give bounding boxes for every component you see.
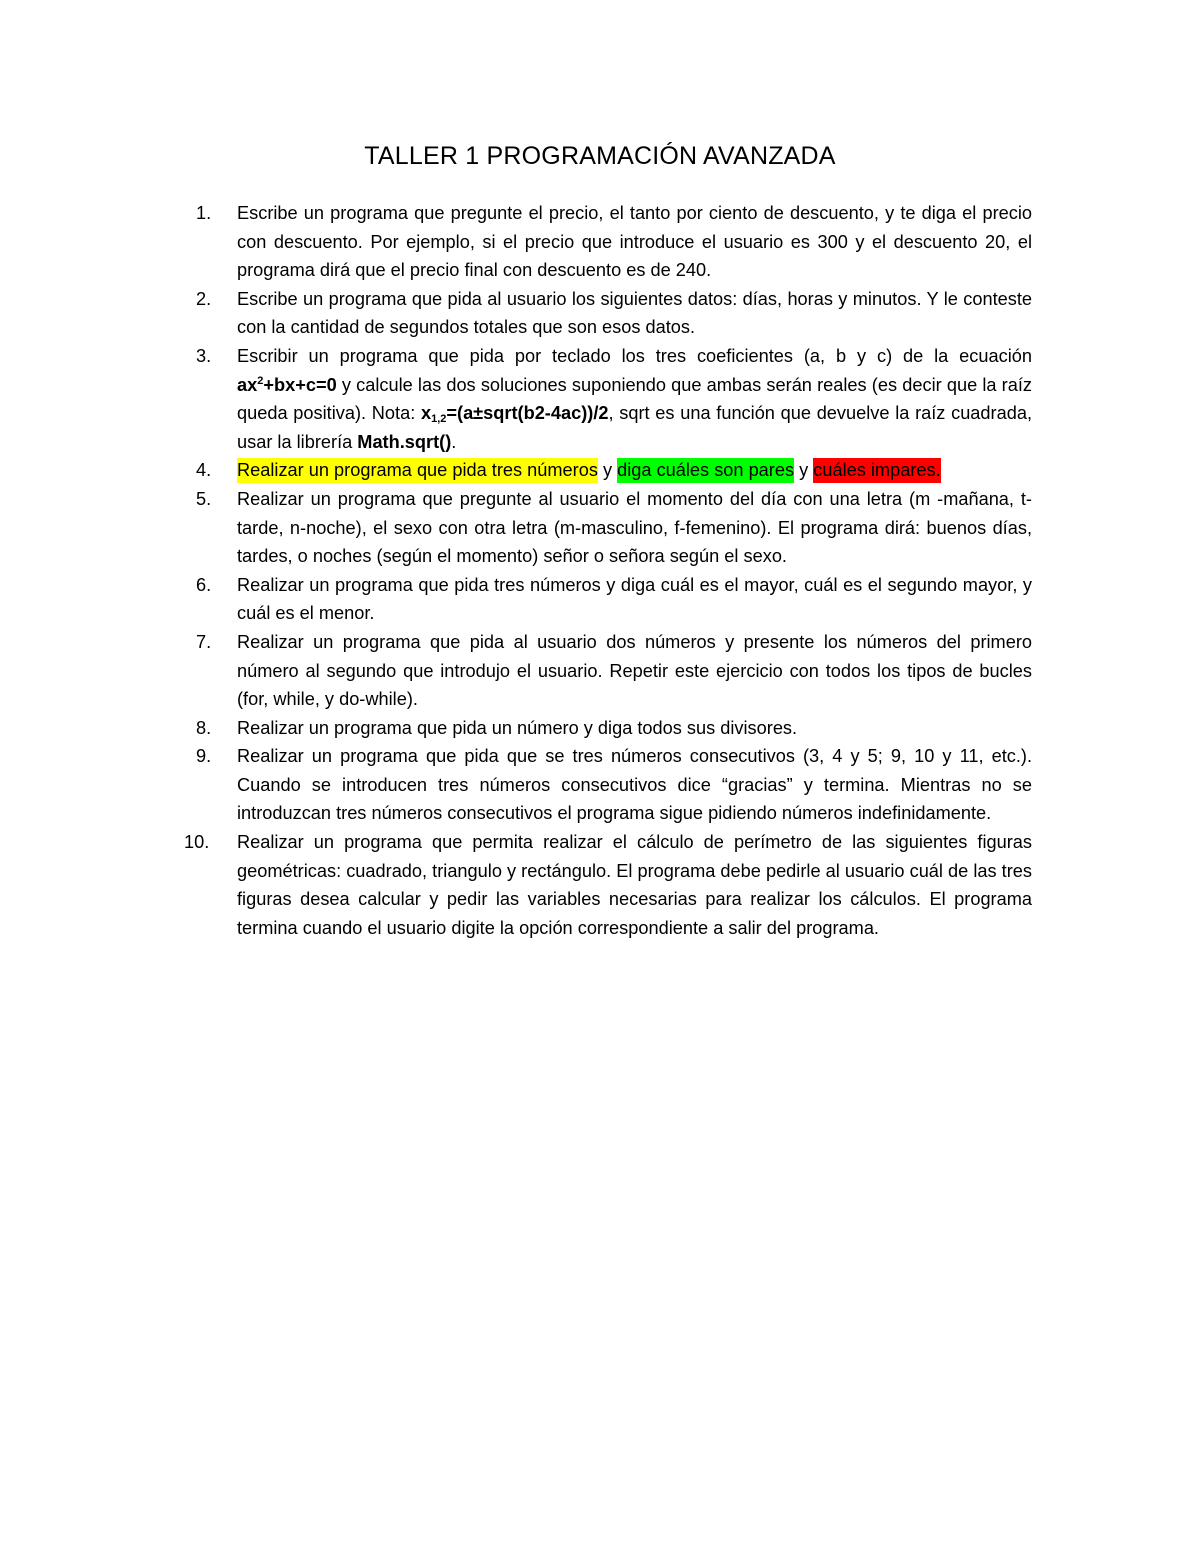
list-item-10 xyxy=(180,828,1032,942)
item-text: Realizar un programa que pida que se tres números consecutivos (3, 4 y 5; 9, 10 y 11, etc.). Cuando se introducen tres números consecutivos dice “gracias” y termina. Mientras no se introduzcan tres números consecutivos el programa sigue pidiendo números indefinidamente. xyxy=(237,746,1032,824)
item-number: 4. xyxy=(196,460,212,481)
list-item-5 xyxy=(180,485,1032,571)
item-number: 3. xyxy=(196,345,212,366)
formula xyxy=(420,403,609,426)
list-item-3 xyxy=(180,342,1032,456)
item-text: Realizar un programa que pida al usuario dos números y presente los números del primero número al segundo que introdujo el usuario. Repetir este ejercicio con todos los tipos de bucles (for, while, y do-while). xyxy=(237,631,1032,710)
list-item-6 xyxy=(180,571,1032,628)
list-item-7 xyxy=(180,628,1032,714)
item-text-part: , sqrt es una función que devuelve la raíz cuadrada, usar la librería xyxy=(237,403,1032,452)
item-number: 8. xyxy=(196,717,212,738)
item-text: Escribe un programa que pida al usuario los siguientes datos: días, horas y minutos. Y le conteste con la cantidad de segundos totales que son esos datos. xyxy=(237,288,1032,338)
formula-subscript: 1,2 xyxy=(431,413,447,426)
item-text-part: . xyxy=(451,431,457,452)
item-text: Escribe un programa que pregunte el precio, el tanto por ciento de descuento, y te diga el precio con descuento. Por ejemplo, si el precio que introduce el usuario es 300 y el descuento 20, el programa dirá que el precio final con descuento es de 240. xyxy=(237,203,1032,281)
equation-term: ax xyxy=(237,374,258,395)
formula-variable: x xyxy=(420,403,432,424)
item-number: 5. xyxy=(196,488,212,509)
item-number: 9. xyxy=(196,746,212,767)
document-title: TALLER 1 PROGRAMACIÓN AVANZADA xyxy=(364,142,836,170)
item-text xyxy=(237,342,1032,456)
item-text-part: y xyxy=(794,460,814,481)
library-name: Math.sqrt() xyxy=(357,431,452,452)
item-text: Realizar un programa que pida tres números y diga cuál es el mayor, cuál es el segundo mayor, y cuál es el menor. xyxy=(237,574,1032,624)
item-number: 6. xyxy=(196,574,212,595)
list-item-9 xyxy=(180,742,1032,828)
formula-expression: =(a±sqrt(b2-4ac))/2 xyxy=(446,403,609,424)
item-number: 10. xyxy=(184,832,210,853)
equation xyxy=(237,375,337,395)
item-text-part: y calcule las dos soluciones suponiendo que ambas serán reales (es decir que la raíz queda positiva). Nota: xyxy=(237,374,1032,424)
highlight-yellow: Realizar un programa que pida tres números xyxy=(237,458,598,483)
list-item-8 xyxy=(180,714,1032,743)
item-text xyxy=(237,456,1032,485)
item-text: Realizar un programa que pregunte al usuario el momento del día con una letra (m -mañana, t-tarde, n-noche), el sexo con otra letra (m-masculino, f-femenino). El programa dirá: buenos días, tardes, o noches (según el momento) señor o señora según el sexo. xyxy=(237,488,1032,567)
item-number: 7. xyxy=(196,631,212,652)
equation-term: +bx+c=0 xyxy=(263,374,337,395)
list-item-2 xyxy=(180,285,1032,342)
list-item-1 xyxy=(180,199,1032,285)
list-item-4 xyxy=(180,456,1032,485)
item-text-part: y xyxy=(597,460,618,481)
item-number: 2. xyxy=(196,288,212,309)
item-text: Realizar un programa que permita realizar el cálculo de perímetro de las siguientes figuras geométricas: cuadrado, triangulo y rectángulo. El programa debe pedirle al usuario cuál de las tres figuras desea calcular y pedir las variables necesarias para realizar los cálculos. El programa termina cuando el usuario digite la opción correspondiente a salir del programa. xyxy=(237,832,1032,938)
highlight-red: cuáles impares. xyxy=(813,458,940,483)
item-text-part: Escribir un programa que pida por teclado los tres coeficientes (a, b y c) de la ecuación xyxy=(237,345,1032,366)
equation-exponent: 2 xyxy=(257,374,264,387)
item-text: Realizar un programa que pida un número y diga todos sus divisores. xyxy=(237,717,798,738)
exercise-list xyxy=(180,199,1032,942)
highlight-green: diga cuáles son pares xyxy=(617,458,794,483)
item-number: 1. xyxy=(196,203,212,223)
